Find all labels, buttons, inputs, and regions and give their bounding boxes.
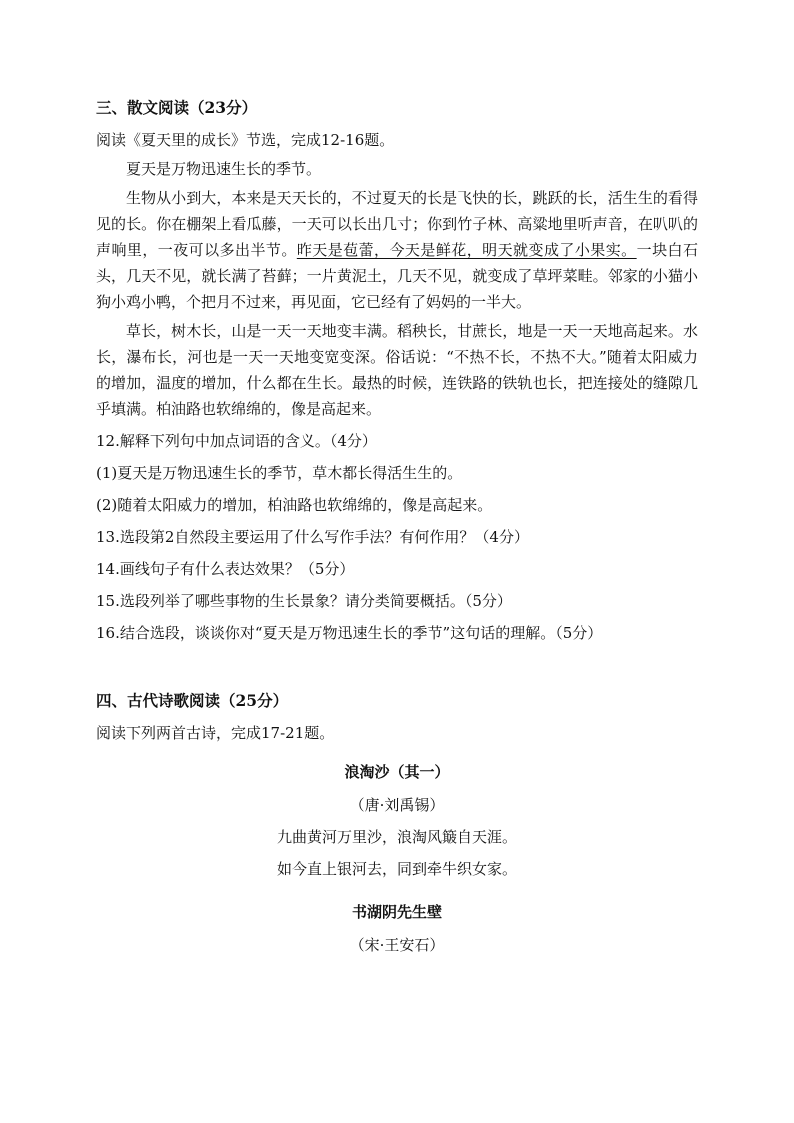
section4-heading: 四、古代诗歌阅读（25分） [96,691,289,710]
essay-paragraph-2-text-a: 生物从小到大，本来是天天长的，不过夏天的长是飞快的长，跳跃的长，活生生的看得见的长。你在棚架上看瓜藤，一天可以长出几寸；你到竹子林、高粱地里听声音，在叭叭的声响里，一夜可以多出半节。 [96,189,698,259]
essay-paragraph-2 [96,185,698,315]
question-14: 14.画线句子有什么表达效果？（5分） [96,560,355,578]
question-16: 16.结合选段，谈谈你对“夏天是万物迅速生长的季节”这句话的理解。（5分） [96,624,603,642]
question-15: 15.选段列举了哪些事物的生长景象？请分类简要概括。（5分） [96,592,512,610]
question-12-item-2: (2)随着太阳威力的增加，柏油路也软绵绵的，像是高起来。 [96,496,493,514]
underlined-sentence: 昨天是苞蕾，今天是鲜花，明天就变成了小果实。 [296,241,637,259]
poem2-author: （宋·王安石） [349,936,445,954]
essay-paragraph-1: 夏天是万物迅速生长的季节。 [126,160,322,178]
poem1-title: 浪淘沙（其一） [344,763,450,781]
question-12: 12.解释下列句中加点词语的含义。（4分） [96,432,377,450]
poem1-line-1: 九曲黄河万里沙，浪淘风簸自天涯。 [276,828,517,846]
section3-instruction: 阅读《夏天里的成长》节选，完成12-16题。 [96,131,395,149]
document-page [96,92,698,961]
essay-paragraph-2-text-b: 一块白石头，几天不见，就长满了苔藓；一片黄泥土，几天不见，就变成了草坪菜畦。邻家的小猫小狗小鸡小鸭，个把月不过来，再见面，它已经有了妈妈的一半大。 [96,241,698,311]
section-spacer [96,649,698,685]
poem1-line-2: 如今直上银河去，同到牵牛织女家。 [276,860,517,878]
essay-paragraph-3: 草长，树木长，山是一天一天地变丰满。稻秧长，甘蔗长，地是一天一天地高起来。水长，瀑布长，河也是一天一天地变宽变深。俗话说：“不热不长，不热不大。”随着太阳威力的增加，温度的增加，什么都在生长。最热的时候，连铁路的铁轨也长，把连接处的缝隙几乎填满。柏油路也软绵绵的，像是高起来。 [96,322,698,418]
poem2-title: 书湖阴先生壁 [351,903,442,921]
section3-heading: 三、散文阅读（23分） [96,98,258,117]
section4-instruction: 阅读下列两首古诗，完成17-21题。 [96,724,335,742]
question-13: 13.选段第2自然段主要运用了什么写作手法？有何作用？（4分） [96,528,529,546]
question-12-item-1: (1)夏天是万物迅速生长的季节，草木都长得活生生的。 [96,464,463,482]
poem1-author: （唐·刘禹锡） [349,796,445,814]
